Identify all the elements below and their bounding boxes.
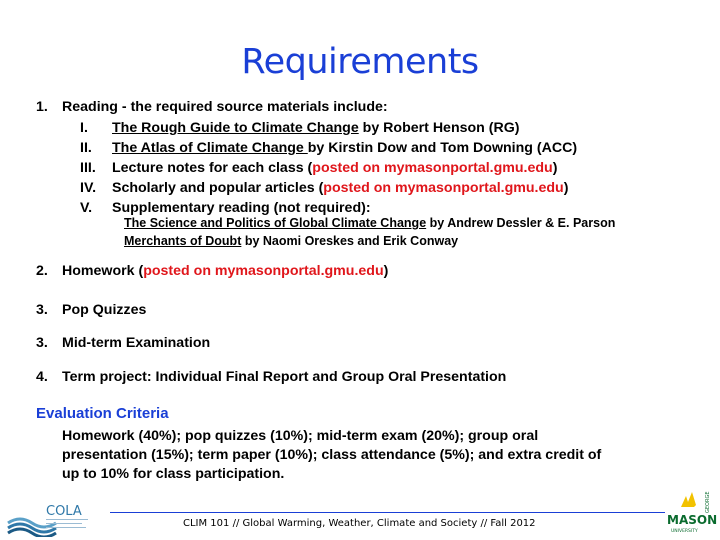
sub-text: Supplementary reading (not required): [112, 200, 371, 216]
cola-logo [6, 497, 106, 537]
sub-number: II. [80, 140, 92, 156]
sub-text-end: ) [563, 180, 569, 196]
item-number: 2. [36, 263, 48, 279]
book-title: The Atlas of Climate Change [112, 140, 308, 156]
book-author: by Andrew Dessler & E. Parson [426, 216, 616, 230]
book-title: The Rough Guide to Climate Change [112, 120, 359, 136]
item-text-end: ) [383, 263, 389, 279]
book-title: Merchants of Doubt [124, 234, 242, 248]
book-author: by Naomi Oreskes and Erik Conway [241, 234, 459, 248]
cola-logo-text: COLA [46, 504, 82, 519]
portal-link: posted on mymasonportal.gmu.edu [143, 263, 384, 279]
supp-book-science-politics [124, 216, 615, 230]
sub-number: V. [80, 200, 93, 216]
book-author: by Kirstin Dow and Tom Downing (ACC) [307, 140, 578, 156]
sub-text-end: ) [552, 160, 558, 176]
item-number: 1. [36, 99, 48, 115]
sub-text: Scholarly and popular articles ( [112, 180, 324, 196]
page-title: Requirements [241, 42, 479, 82]
mason-logo-text: MASON [667, 513, 718, 527]
footer-divider [110, 512, 665, 513]
sub-number: III. [80, 160, 96, 176]
item-text: Homework ( [62, 263, 144, 279]
item-text: Term project: Individual Final Report and Group Oral Presentation [62, 369, 507, 385]
item-number: 3. [36, 302, 48, 318]
sub-number: IV. [80, 180, 97, 196]
item-number: 3. [36, 335, 48, 351]
evaluation-line-1: Homework (40%); pop quizzes (10%); mid-term exam (20%); group oral [62, 428, 539, 444]
portal-link: posted on mymasonportal.gmu.edu [323, 180, 564, 196]
item-text: Mid-term Examination [62, 335, 211, 351]
item-number: 4. [36, 369, 48, 385]
george-mason-logo [665, 487, 720, 537]
item-text: Pop Quizzes [62, 302, 147, 318]
evaluation-line-2: presentation (15%); term paper (10%); class attendance (5%); and extra credit of [62, 447, 602, 463]
book-title: The Science and Politics of Global Climate Change [124, 216, 427, 230]
supp-book-merchants [124, 234, 458, 248]
sub-text: Lecture notes for each class ( [112, 160, 313, 176]
item-text: Reading - the required source materials include: [62, 99, 388, 115]
mason-logo-top-text: GEORGE [705, 491, 711, 513]
mason-logo-bottom-text: UNIVERSITY [671, 529, 698, 534]
portal-link: posted on mymasonportal.gmu.edu [312, 160, 553, 176]
footer-course-text: CLIM 101 // Global Warming, Weather, Climate and Society // Fall 2012 [183, 518, 536, 529]
mason-flame-icon [681, 492, 696, 507]
book-author: by Robert Henson (RG) [358, 120, 520, 136]
evaluation-line-3: up to 10% for class participation. [62, 466, 285, 482]
sub-number: I. [80, 120, 88, 136]
evaluation-heading: Evaluation Criteria [36, 405, 169, 422]
